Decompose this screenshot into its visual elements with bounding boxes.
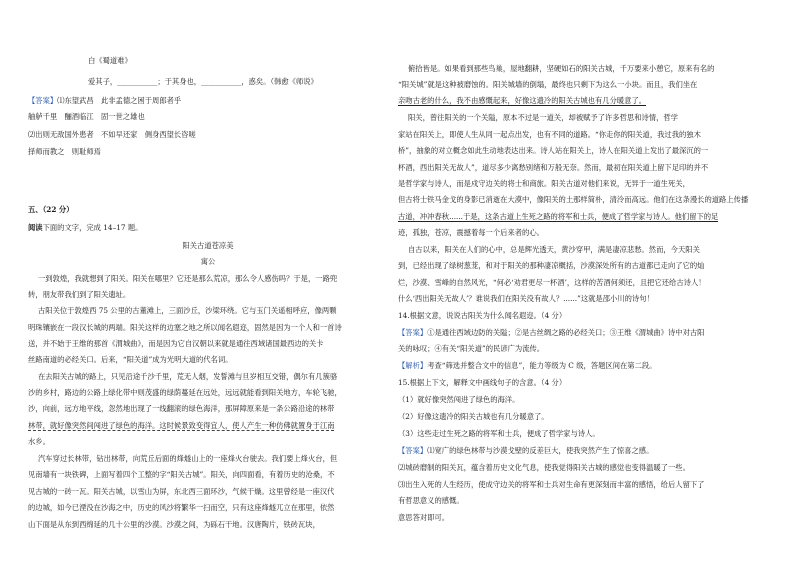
underlined-sentence: 林带，就好像突然间闯进了绿色的海洋。这时候景致变得宜人，使人产生一种仿佛就置身于江南 bbox=[28, 421, 335, 430]
answer-line-1b: 舳舻千里 酾酒临江 固一世之雄也 bbox=[28, 112, 145, 121]
answer-line-3: 择师而教之 则耻师焉 bbox=[28, 147, 101, 156]
q15-item-1: （1）就好像突然闯进了绿色的海洋。 bbox=[398, 395, 520, 404]
answer-text: ⑴东望武昌 此非孟德之困于周郎者乎 bbox=[57, 96, 182, 105]
right-para-line: 什么‘西出阳关无故人’？谁说我们在阳关没有故人？......”这就是邵小川的诗句！ bbox=[398, 294, 654, 303]
left-para-line: 水乡。 bbox=[28, 437, 50, 446]
answer-text: ①是通往西域边防的关隘；②是古丝绸之路的必经关口；③王维《渭城曲》诗中对古阳 bbox=[427, 328, 705, 337]
left-para-line: 在去阳关古城的路上，只见沿途千沙千里，荒无人烟，发誓滩与旦岁相互交错，偶尔有几簇骆 bbox=[38, 372, 338, 381]
left-para-line: 丝路南道的必经关口。后来，“阳关道”成为光明大道的代名词。 bbox=[28, 355, 233, 364]
answer-tag: 【答案】 bbox=[398, 328, 428, 337]
instruction-text: 下面的文字，完成 14–17 题。 bbox=[42, 223, 143, 232]
section-instruction bbox=[28, 223, 142, 233]
left-para-line: 沙的乡村，路边的公路上绿化带中则茂盛的绿荫蔓延在远处，远远就能看到阳关地方，车轮飞驰， bbox=[28, 388, 342, 397]
answer-line-2: ⑵出则无敌国外患者 不如早还家 侧身西望长咨嗟 bbox=[28, 130, 196, 139]
right-column bbox=[398, 0, 772, 565]
right-para-line: 迹，孤独，苍凉，震撼着每一个后来者的心。 bbox=[398, 228, 544, 237]
question-14: 14.根据文意，说说古阳关为什么闻名遐迩。（4 分） bbox=[398, 311, 567, 320]
analysis-tag: 【解析】 bbox=[398, 361, 428, 370]
right-para-line: 但古将士铁马金戈的身影已消逝在大漠中，像阳关的土那样简朴，清泠而高远。他们在这条漫长的道路上传播 bbox=[398, 195, 749, 204]
right-para-line-underlined bbox=[398, 212, 718, 222]
left-para-line: 明珠镶嵌在一段汉长城的两端。阳关这样的边塞之地之所以闻名遐迩，固然是因为一个人和一首诗 bbox=[28, 323, 342, 332]
question-15: 15.根据上下文，解释文中画线句子的含意。（4 分） bbox=[398, 378, 567, 387]
answer-line-1 bbox=[28, 96, 181, 106]
q15-item-3: （3）这些走过生死之路的将军和士兵，便成了哲学家与诗人。 bbox=[398, 429, 600, 438]
q15-answer-1 bbox=[398, 446, 653, 456]
q15-answer-3-cont: 有哲思意义的感慨。 bbox=[398, 496, 464, 505]
answer-tag: 【答案】 bbox=[28, 96, 58, 105]
left-para-line: 古阳关位于敦煌西 75 公里的古董滩上，三面沙丘，沙梁环绕。它与玉门关遥相呼应，像两颗 bbox=[38, 306, 337, 315]
right-para-line: “阳关城”就是这种被磨蚀的。阳关城墙的倒塌，最终也只剩下为这么一小块。而且，我们坐在 bbox=[398, 80, 698, 89]
article-title: 阳关古道苍凉美 bbox=[182, 241, 234, 250]
left-para-line: 转，朋友带我们到了阳关遗址。 bbox=[28, 290, 131, 299]
q14-analysis bbox=[398, 361, 656, 371]
q15-note: 意思答对即可。 bbox=[398, 513, 450, 522]
right-para-line-underlined bbox=[398, 96, 646, 106]
left-para-line: 的边城，如今已湮没在沙海之中，历史的风沙将繁华一扫而空，只有这座烽燧兀立在那里，依然 bbox=[28, 503, 335, 512]
answer-tag: 【答案】 bbox=[398, 446, 428, 455]
analysis-text: 考查“筛选并整合文中的信息”，能力等级为 C 级，答题区间在第二段。 bbox=[427, 361, 657, 370]
right-para-line: 杯酒，西出阳关无故人”，道尽多少离愁别绪和万般无奈。然而，最初在阳关道上留下足印的并不 bbox=[398, 163, 709, 172]
q15-answer-2: ⑵城砖磨制的阳关瓦，蕴含着历史文化气息，使我觉得阳关古城的感觉也变得温暖了一些。 bbox=[398, 463, 690, 472]
left-para-line-underlined bbox=[28, 421, 334, 431]
right-para-line: 阳关，曾往阳关的一个关隘，原本不过是一道关，却被赋予了许多哲思和诗情，哲学 bbox=[408, 113, 678, 122]
q14-answer bbox=[398, 328, 704, 338]
right-para-line: 是哲学家与诗人，而是戍守边关的将士和商旅。阳关古道对他们来说，无异于一道生死关， bbox=[398, 179, 690, 188]
q15-answer-3: ⑶出生入死的人生经历，使成守边关的将军和士兵对生命有更深刻而丰富的感悟，给后人留下了 bbox=[398, 480, 705, 489]
right-para-line: 到，已经出现了绿树葱茏，和对于阳关的那种凄凉概括，沙漠深处所有的古道都已走向了它的灿 bbox=[398, 261, 705, 270]
poem-line-2: 爱其子，___________；于其身也，___________，惑矣。（韩愈《师说》 bbox=[88, 77, 318, 86]
right-para-line: 自古以来，阳关在人们的心中，总是辉光透天，黄沙穿甲，满是凄凉悲愁。然而，今天阳关 bbox=[408, 245, 700, 254]
left-para-line: 见南墙有一块铁碑，上面写着四个工整的字“阳关古城”。阳关，向四面看，有着历史的沧桑，不 bbox=[28, 470, 335, 479]
right-para-line: 烂，沙漠、雪峰的自然风光，“何必‘劝君更尽一杯酒’，这样的苦酒何须还，且把它还给古诗人！ bbox=[398, 278, 706, 287]
left-para-line: 沙，向前，远方地平线，忽然地出现了一线翻滚的绿色海洋，那屏障原来是一条公路沿途的林带 bbox=[28, 404, 335, 413]
underlined-sentence: 古道，冲冲春秋......于是，这条古道上生死之路的将军和士兵，便成了哲学家与诗人。他们留下的足 bbox=[398, 212, 719, 221]
left-para-line: 送，并不始于王维的那首《渭城曲》，而是因为它自汉朝以来就是通往西域诸国最西边的关卡 bbox=[28, 339, 324, 348]
underlined-sentence: 亲吻古老的什么，我不由感慨起来，好像这遗冷的阳关古城也有几分暖意了。 bbox=[398, 96, 647, 105]
q15-item-2: （2）好像这遗冷的阳关古城也有几分暖意了。 bbox=[398, 412, 549, 421]
right-para-line: 俯拾皆是。如果看到那些鸟巢，屋地翻耕，坚硬如石的阳关古城，千万要来小憩它，原来有名的 bbox=[408, 64, 715, 73]
left-para-line: 山下面是从东到西绵延的几十公里的沙漠。沙漠之间，为砾石干地。汉唐陶片，铁砖瓦块， bbox=[28, 520, 320, 529]
q14-answer-cont: 关的咏叹；④有关“阳关道”的民谚广为流传。 bbox=[398, 344, 545, 353]
left-column bbox=[28, 0, 388, 565]
poem-line-1: 白《蜀道难》 bbox=[88, 56, 132, 65]
left-para-line: 见古城的一砖一瓦。阳关古城，以雪山为屏，东北西三面环沙，气候干燥。这里曾经是一座汉代 bbox=[28, 487, 335, 496]
left-para-line: 一到敦煌，我就想到了阳关。阳关在哪里？它还是那么荒凉，那么令人感伤吗？于是，一路兜 bbox=[38, 274, 338, 283]
instruction-bold: 阅读 bbox=[28, 223, 43, 232]
section-heading: 五、（22 分） bbox=[28, 205, 74, 214]
right-para-line: 桥”，抽象的对立概念如此生动地表达出来。诗人站在阳关上，诗人在阳关道上发出了最深沉的一 bbox=[398, 146, 709, 155]
article-author: 寓公 bbox=[200, 257, 216, 266]
left-para-line: 汽车穿过长林带，钻出林带，向荒丘后面的烽燧山上的一座烽火台驶去。我们要上烽火台，但 bbox=[38, 454, 338, 463]
answer-text: ⑴宽广的绿色林带与沙漠戈壁的反差巨大，使我突然产生了惊喜之感。 bbox=[427, 446, 654, 455]
right-para-line: 家站在阳关上，即使人生从同一起点出发，也有不同的道路。“你走你的阳关道，我过我的独木 bbox=[398, 130, 701, 139]
